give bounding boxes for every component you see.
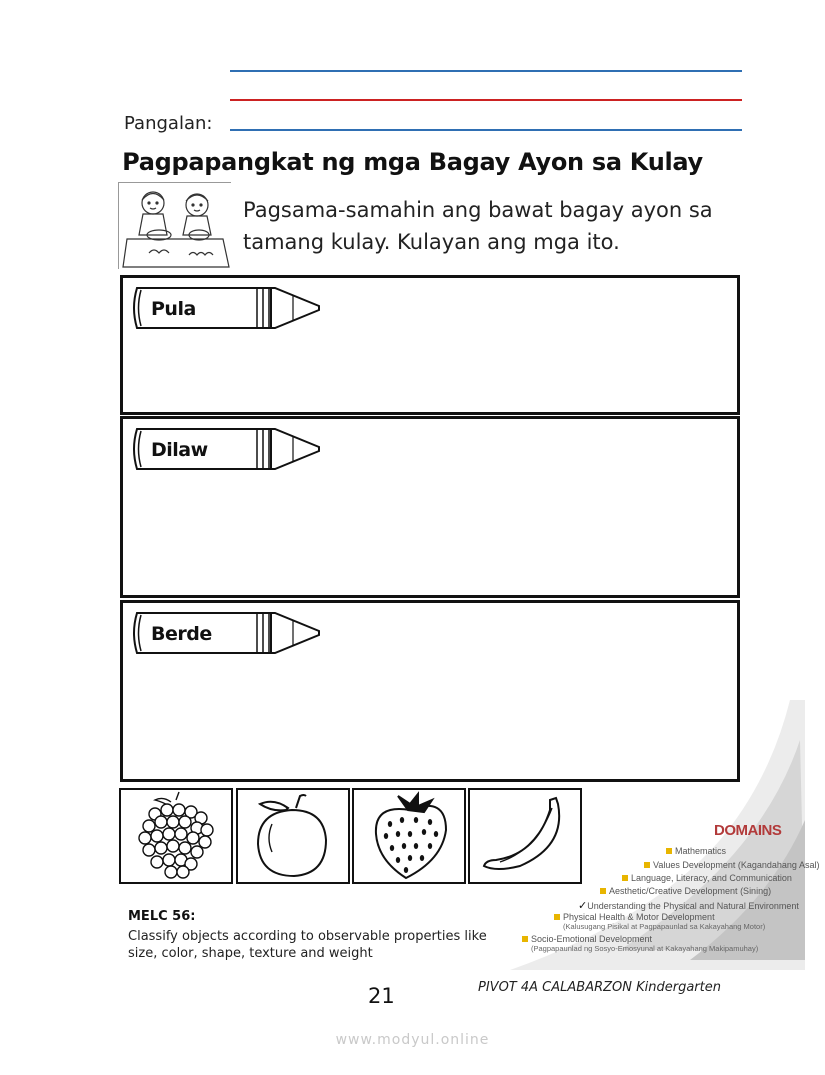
domain-item: Values Development (Kagandahang Asal): [644, 860, 819, 870]
writing-line-top: [230, 70, 742, 72]
strawberry-icon: [354, 790, 464, 882]
domains-title: DOMAINS: [714, 822, 782, 839]
grapes-icon: [121, 790, 231, 882]
fruit-card-strawberry[interactable]: [352, 788, 466, 884]
domain-item: Physical Health & Motor Development (Kalusugang Pisikal at Pagpapaunlad sa Kakayahang Motor): [554, 912, 765, 931]
melc-title: MELC 56:: [128, 909, 196, 924]
crayon-label-berde: Berde: [151, 623, 212, 645]
color-group-box-dilaw[interactable]: [120, 416, 740, 598]
domain-item: Language, Literacy, and Communication: [622, 873, 792, 883]
page-number: 21: [368, 984, 395, 1008]
domain-item: Aesthetic/Creative Development (Sining): [600, 886, 771, 896]
square-bullet-icon: [600, 888, 606, 894]
melc-description: Classify objects according to observable properties like size, color, shape, texture and weight: [128, 929, 487, 961]
domain-item-checked: ✓Understanding the Physical and Natural Environment: [578, 900, 799, 912]
fruit-card-orange[interactable]: [236, 788, 350, 884]
square-bullet-icon: [666, 848, 672, 854]
square-bullet-icon: [622, 875, 628, 881]
square-bullet-icon: [644, 862, 650, 868]
crayon-icon: [129, 284, 325, 332]
checkmark-icon: ✓: [578, 900, 588, 912]
fruit-card-grapes[interactable]: [119, 788, 233, 884]
name-label: Pangalan:: [124, 113, 213, 134]
crayon-icon: [129, 425, 325, 473]
children-coloring-illustration: [118, 182, 231, 269]
crayon-label-dilaw: Dilaw: [151, 439, 208, 461]
domain-item: Mathematics: [666, 846, 726, 856]
footer-series: PIVOT 4A CALABARZON Kindergarten: [478, 980, 721, 995]
writing-line-base: [230, 129, 742, 131]
color-group-box-pula[interactable]: [120, 275, 740, 415]
domain-item: Socio-Emotional Development (Pagpapaunlad ng Sosyo-Emosyunal at Kakayahang Makipamuhay): [522, 934, 758, 953]
banana-icon: [470, 790, 580, 882]
worksheet-title: Pagpapangkat ng mga Bagay Ayon sa Kulay: [122, 148, 703, 176]
square-bullet-icon: [554, 914, 560, 920]
square-bullet-icon: [522, 936, 528, 942]
writing-line-middle: [230, 99, 742, 101]
crayon-label-pula: Pula: [151, 298, 196, 320]
instruction-text: Pagsama-samahin ang bawat bagay ayon sa tamang kulay. Kulayan ang mga ito.: [243, 198, 713, 254]
watermark: www.modyul.online: [335, 1032, 490, 1048]
crayon-icon: [129, 609, 325, 657]
orange-icon: [238, 790, 348, 882]
fruit-card-banana[interactable]: [468, 788, 582, 884]
